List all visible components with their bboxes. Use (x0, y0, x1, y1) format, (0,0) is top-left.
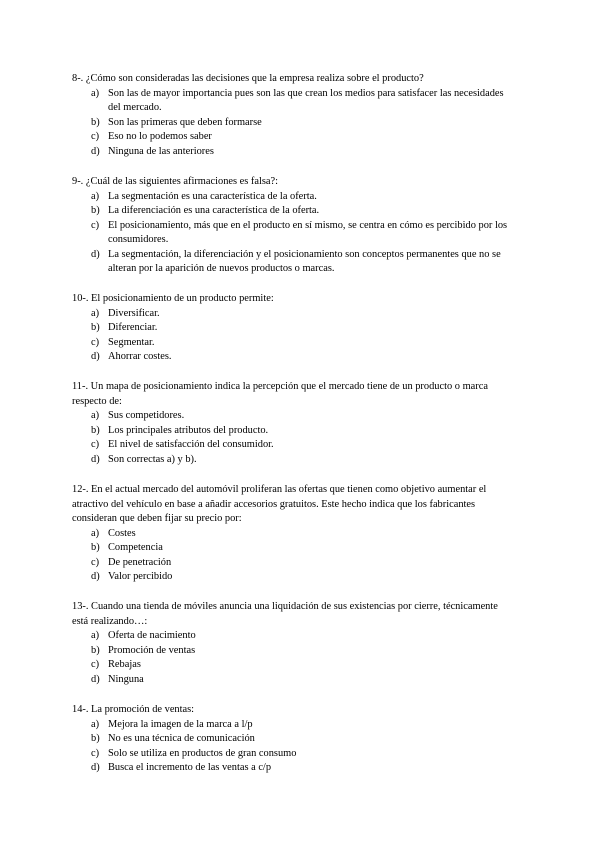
option-a (72, 190, 516, 205)
option-text: Rebajas (108, 659, 141, 670)
option-d (72, 570, 516, 585)
question-text: 9-. ¿Cuál de las siguientes afirmaciones es falsa?: (72, 176, 279, 187)
question-text: 11-. Un mapa de posicionamiento indica la percepción que el mercado tiene de un producto o marca respecto de: (72, 381, 488, 407)
option-b (72, 732, 516, 747)
option-text: Mejora la imagen de la marca a l/p (108, 718, 253, 730)
option-c (72, 658, 516, 673)
option-d (72, 145, 516, 160)
option-letter: a) (91, 718, 100, 730)
option-a (72, 409, 516, 424)
option-text: Costes (108, 527, 136, 539)
option-text: Los principales atributos del producto. (108, 424, 269, 436)
option-text: Son correctas a) y b). (108, 453, 197, 465)
option-letter: c) (91, 131, 100, 142)
option-letter: a) (91, 190, 100, 202)
option-letter: a) (91, 410, 100, 421)
option-text: Son las de mayor importancia pues son las que crean los medios para satisfacer las necesidades del mercado. (108, 87, 504, 113)
option-text: La diferenciación es una característica de la oferta. (108, 205, 320, 216)
option-text: La segmentación, la diferenciación y el posicionamiento son conceptos permanentes que no se alteran por la aparición de nuevos productos o marcas. (108, 248, 501, 274)
option-text: Diferenciar. (108, 322, 158, 333)
option-a (72, 527, 516, 542)
option-letter: c) (91, 659, 100, 670)
option-letter: c) (91, 439, 100, 450)
option-a (72, 307, 516, 322)
option-b (72, 116, 516, 131)
option-c (72, 130, 516, 145)
option-a (72, 629, 516, 644)
question-9 (72, 175, 516, 277)
option-letter: d) (91, 248, 100, 260)
option-text: El posicionamiento, más que en el producto en sí mismo, se centra en cómo es percibido por los consumidores. (108, 219, 508, 245)
option-b (72, 644, 516, 659)
option-text: Ninguna (108, 673, 144, 685)
option-text: Son las primeras que deben formarse (108, 116, 262, 128)
option-letter: d) (91, 145, 100, 157)
question-13 (72, 600, 516, 687)
question-text: 14-. La promoción de ventas: (72, 704, 195, 715)
option-d (72, 350, 516, 365)
option-text: Competencia (108, 542, 163, 553)
option-letter: b) (91, 205, 100, 216)
option-text: Ninguna de las anteriores (108, 145, 214, 157)
option-letter: b) (91, 424, 100, 436)
option-d (72, 248, 516, 277)
option-letter: d) (91, 351, 100, 362)
option-b (72, 424, 516, 439)
option-text: No es una técnica de comunicación (108, 733, 255, 744)
option-text: La segmentación es una característica de la oferta. (108, 190, 317, 202)
option-letter: a) (91, 307, 100, 319)
option-text: Solo se utiliza en productos de gran consumo (108, 747, 297, 759)
question-text: 12-. En el actual mercado del automóvil proliferan las ofertas que tienen como objetivo aumentar el atractivo del vehículo en base a añadir accesorios gratuitos. Este hecho indica que los fabricantes consideran que deben fijar su precio por: (72, 484, 487, 524)
option-c (72, 219, 516, 248)
option-letter: c) (91, 747, 100, 759)
option-letter: d) (91, 571, 100, 582)
option-letter: b) (91, 116, 100, 128)
question-14 (72, 703, 516, 776)
option-b (72, 321, 516, 336)
question-10 (72, 292, 516, 365)
option-text: Busca el incremento de las ventas a c/p (108, 762, 272, 773)
question-8 (72, 72, 516, 159)
question-12 (72, 483, 516, 585)
option-text: De penetración (108, 556, 172, 568)
question-text: 8-. ¿Cómo son consideradas las decisiones que la empresa realiza sobre el producto? (72, 73, 424, 84)
option-letter: b) (91, 322, 100, 333)
option-letter: a) (91, 87, 100, 99)
option-letter: b) (91, 542, 100, 553)
option-text: Ahorrar costes. (108, 351, 172, 362)
question-text: 13-. Cuando una tienda de móviles anuncia una liquidación de sus existencias por cierre, técnicamente está realizando…: (72, 601, 498, 627)
option-text: Sus competidores. (108, 410, 185, 421)
option-b (72, 541, 516, 556)
option-c (72, 556, 516, 571)
question-text: 10-. El posicionamiento de un producto permite: (72, 293, 274, 304)
option-c (72, 336, 516, 351)
option-text: El nivel de satisfacción del consumidor. (108, 439, 274, 450)
option-letter: c) (91, 336, 100, 348)
question-11 (72, 380, 516, 467)
option-text: Diversificar. (108, 307, 160, 319)
option-a (72, 87, 516, 116)
option-d (72, 453, 516, 468)
option-c (72, 438, 516, 453)
option-letter: d) (91, 673, 100, 685)
option-letter: d) (91, 762, 100, 773)
option-a (72, 718, 516, 733)
option-text: Promoción de ventas (108, 644, 196, 656)
option-letter: d) (91, 453, 100, 465)
option-letter: b) (91, 733, 100, 744)
option-d (72, 761, 516, 776)
option-c (72, 747, 516, 762)
option-text: Valor percibido (108, 571, 173, 582)
option-b (72, 204, 516, 219)
option-letter: b) (91, 644, 100, 656)
option-letter: c) (91, 556, 100, 568)
option-text: Segmentar. (108, 336, 155, 348)
option-text: Oferta de nacimiento (108, 630, 196, 641)
option-d (72, 673, 516, 688)
option-text: Eso no lo podemos saber (108, 131, 212, 142)
option-letter: c) (91, 219, 100, 231)
option-letter: a) (91, 630, 100, 641)
option-letter: a) (91, 527, 100, 539)
